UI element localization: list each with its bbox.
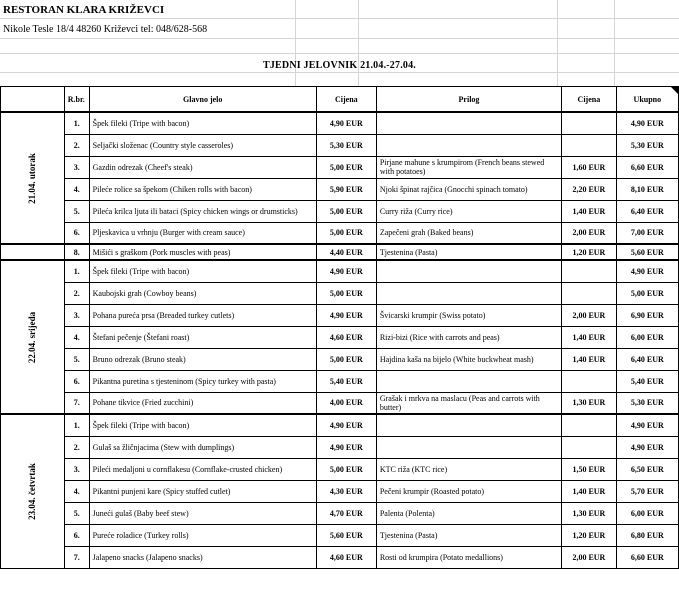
main-dish: Štefani pečenje (Štefani roast) xyxy=(89,326,316,348)
main-dish: Mišići s graškom (Pork muscles with peas) xyxy=(89,244,316,260)
total-price: 6,60 EUR xyxy=(616,546,678,568)
main-dish-price: 4,90 EUR xyxy=(316,260,376,282)
total-price: 5,00 EUR xyxy=(616,282,678,304)
side-dish-price: 1,20 EUR xyxy=(562,244,617,260)
side-dish-price: 1,20 EUR xyxy=(562,524,617,546)
total-price: 4,90 EUR xyxy=(616,414,678,436)
gridline xyxy=(614,0,615,86)
item-number: 5. xyxy=(64,348,89,370)
item-number: 1. xyxy=(64,260,89,282)
side-dish: Curry riža (Curry rice) xyxy=(376,200,561,222)
side-dish-column-header: Prilog xyxy=(376,87,561,113)
gridline xyxy=(0,38,679,39)
side-dish: Hajdina kaša na bijelo (White buckwheat mash) xyxy=(376,348,561,370)
main-dish-price: 4,30 EUR xyxy=(316,480,376,502)
item-number: 7. xyxy=(64,392,89,414)
side-dish-price xyxy=(562,112,617,134)
main-dish-price: 4,70 EUR xyxy=(316,502,376,524)
side-dish-price xyxy=(562,282,617,304)
side-dish: Pečeni krumpir (Roasted potato) xyxy=(376,480,561,502)
main-dish: Jalapeno snacks (Jalapeno snacks) xyxy=(89,546,316,568)
side-dish xyxy=(376,282,561,304)
gridline xyxy=(295,0,296,86)
item-number: 3. xyxy=(64,156,89,178)
main-dish: Špek fileki (Tripe with bacon) xyxy=(89,112,316,134)
menu-table xyxy=(0,86,679,569)
total-price: 7,00 EUR xyxy=(616,222,678,244)
restaurant-address: Nikole Tesle 18/4 48260 Križevci tel: 048/628-568 xyxy=(3,24,208,35)
table-row xyxy=(1,392,679,414)
day-cell xyxy=(1,112,65,244)
price-column-header: Cijena xyxy=(316,87,376,113)
table-row xyxy=(1,480,679,502)
side-dish-price: 1,40 EUR xyxy=(562,480,617,502)
total-price: 8,10 EUR xyxy=(616,178,678,200)
corner-marker xyxy=(671,87,678,94)
gridline xyxy=(0,53,679,54)
main-dish-price: 5,00 EUR xyxy=(316,282,376,304)
day-cell xyxy=(1,244,65,260)
table-row xyxy=(1,370,679,392)
item-number: 8. xyxy=(64,244,89,260)
total-price: 6,60 EUR xyxy=(616,156,678,178)
day-label: 22.04. srijeda xyxy=(26,311,37,363)
side-dish-price: 2,00 EUR xyxy=(562,222,617,244)
main-dish: Seljački složenac (Country style casseroles) xyxy=(89,134,316,156)
main-dish: Gazdin odrezak (Cheef's steak) xyxy=(89,156,316,178)
total-price: 5,60 EUR xyxy=(616,244,678,260)
side-dish-price: 1,40 EUR xyxy=(562,348,617,370)
gridline xyxy=(0,18,679,19)
side-dish: Palenta (Polenta) xyxy=(376,502,561,524)
main-dish: Špek fileki (Tripe with bacon) xyxy=(89,414,316,436)
main-dish: Pikantna puretina s tjesteninom (Spicy turkey with pasta) xyxy=(89,370,316,392)
side-dish: Pirjane mahune s krumpirom (French beans stewed with potatoes) xyxy=(376,156,561,178)
day-label: 23.04. četvrtak xyxy=(26,462,37,520)
table-row xyxy=(1,414,679,436)
main-dish-column-header: Glavno jelo xyxy=(89,87,316,113)
number-column-header: R.br. xyxy=(64,87,89,113)
gridline xyxy=(0,72,679,73)
total-price: 6,40 EUR xyxy=(616,348,678,370)
main-dish: Pileće rolice sa špekom (Chiken rolls with bacon) xyxy=(89,178,316,200)
main-dish: Pileći medaljoni u cornflakesu (Cornflake-crusted chicken) xyxy=(89,458,316,480)
main-dish-price: 4,40 EUR xyxy=(316,244,376,260)
item-number: 2. xyxy=(64,436,89,458)
item-number: 6. xyxy=(64,370,89,392)
main-dish: Pohana pureća prsa (Breaded turkey cutlets) xyxy=(89,304,316,326)
side-dish-price xyxy=(562,134,617,156)
side-dish xyxy=(376,134,561,156)
side-dish xyxy=(376,414,561,436)
side-dish xyxy=(376,112,561,134)
main-dish: Bruno odrezak (Bruno steak) xyxy=(89,348,316,370)
table-row xyxy=(1,546,679,568)
total-price: 5,30 EUR xyxy=(616,134,678,156)
day-label: 21.04. utorak xyxy=(26,152,37,204)
side-dish: Zapečeni grah (Baked beans) xyxy=(376,222,561,244)
main-dish: Pureće roladice (Turkey rolls) xyxy=(89,524,316,546)
day-cell xyxy=(1,260,65,414)
side-dish: KTC riža (KTC rice) xyxy=(376,458,561,480)
day-column-header xyxy=(1,87,65,113)
table-row xyxy=(1,260,679,282)
side-dish xyxy=(376,370,561,392)
main-dish-price: 4,00 EUR xyxy=(316,392,376,414)
total-price: 4,90 EUR xyxy=(616,260,678,282)
restaurant-name: RESTORAN KLARA KRIŽEVCI xyxy=(3,4,165,16)
item-number: 1. xyxy=(64,112,89,134)
table-row xyxy=(1,348,679,370)
main-dish: Juneći gulaš (Baby beef stew) xyxy=(89,502,316,524)
item-number: 6. xyxy=(64,222,89,244)
item-number: 6. xyxy=(64,524,89,546)
side-dish xyxy=(376,260,561,282)
item-number: 2. xyxy=(64,134,89,156)
main-dish-price: 5,00 EUR xyxy=(316,222,376,244)
gridline xyxy=(557,0,558,86)
main-dish-price: 4,60 EUR xyxy=(316,326,376,348)
total-price: 6,80 EUR xyxy=(616,524,678,546)
item-number: 5. xyxy=(64,502,89,524)
side-dish-price: 1,30 EUR xyxy=(562,502,617,524)
table-row xyxy=(1,282,679,304)
side-dish-price xyxy=(562,436,617,458)
total-price: 6,40 EUR xyxy=(616,200,678,222)
table-row xyxy=(1,178,679,200)
table-row xyxy=(1,524,679,546)
side-dish: Rosti od krumpira (Potato medallions) xyxy=(376,546,561,568)
item-number: 4. xyxy=(64,480,89,502)
total-price: 4,90 EUR xyxy=(616,112,678,134)
table-row xyxy=(1,326,679,348)
side-dish-price xyxy=(562,370,617,392)
table-row xyxy=(1,244,679,260)
table-row xyxy=(1,156,679,178)
side-dish-price xyxy=(562,260,617,282)
side-dish-price: 2,20 EUR xyxy=(562,178,617,200)
side-dish-price: 1,40 EUR xyxy=(562,200,617,222)
main-dish: Špek fileki (Tripe with bacon) xyxy=(89,260,316,282)
table-row xyxy=(1,200,679,222)
main-dish-price: 4,90 EUR xyxy=(316,414,376,436)
side-dish-price: 1,40 EUR xyxy=(562,326,617,348)
side-dish: Švicarski krumpir (Swiss potato) xyxy=(376,304,561,326)
main-dish-price: 5,30 EUR xyxy=(316,134,376,156)
main-dish-price: 5,00 EUR xyxy=(316,348,376,370)
item-number: 4. xyxy=(64,326,89,348)
main-dish: Pljeskavica u vrhnju (Burger with cream sauce) xyxy=(89,222,316,244)
table-row xyxy=(1,458,679,480)
side-dish-price: 2,00 EUR xyxy=(562,546,617,568)
side-dish: Njoki špinat rajčica (Gnocchi spinach tomato) xyxy=(376,178,561,200)
item-number: 3. xyxy=(64,304,89,326)
total-column-label: Ukupno xyxy=(633,94,662,104)
menu-title: TJEDNI JELOVNIK 21.04.-27.04. xyxy=(262,60,417,71)
side-dish-price: 1,30 EUR xyxy=(562,392,617,414)
side-dish: Grašak i mrkva na maslacu (Peas and carrots with butter) xyxy=(376,392,561,414)
main-dish: Pohane tikvice (Fried zucchini) xyxy=(89,392,316,414)
total-price: 6,00 EUR xyxy=(616,502,678,524)
item-number: 3. xyxy=(64,458,89,480)
total-price: 6,90 EUR xyxy=(616,304,678,326)
main-dish-price: 5,40 EUR xyxy=(316,370,376,392)
table-row xyxy=(1,222,679,244)
side-price-column-header: Cijena xyxy=(562,87,617,113)
table-row xyxy=(1,502,679,524)
main-dish-price: 4,90 EUR xyxy=(316,436,376,458)
main-dish-price: 5,00 EUR xyxy=(316,458,376,480)
item-number: 7. xyxy=(64,546,89,568)
main-dish-price: 4,90 EUR xyxy=(316,112,376,134)
main-dish-price: 5,90 EUR xyxy=(316,178,376,200)
day-cell xyxy=(1,414,65,568)
side-dish xyxy=(376,436,561,458)
main-dish: Gulaš sa žličnjacima (Stew with dumplings) xyxy=(89,436,316,458)
total-price: 5,70 EUR xyxy=(616,480,678,502)
side-dish: Tjestenina (Pasta) xyxy=(376,524,561,546)
table-row xyxy=(1,134,679,156)
item-number: 1. xyxy=(64,414,89,436)
gridline xyxy=(358,0,359,86)
total-price: 6,50 EUR xyxy=(616,458,678,480)
total-price: 5,30 EUR xyxy=(616,392,678,414)
main-dish-price: 5,60 EUR xyxy=(316,524,376,546)
table-row xyxy=(1,112,679,134)
main-dish: Kaubojski grah (Cowboy beans) xyxy=(89,282,316,304)
total-price: 5,40 EUR xyxy=(616,370,678,392)
main-dish-price: 4,60 EUR xyxy=(316,546,376,568)
table-row xyxy=(1,436,679,458)
main-dish: Pileća krilca ljuta ili bataci (Spicy chicken wings or drumsticks) xyxy=(89,200,316,222)
main-dish-price: 4,90 EUR xyxy=(316,304,376,326)
side-dish: Tjestenina (Pasta) xyxy=(376,244,561,260)
main-dish-price: 5,00 EUR xyxy=(316,156,376,178)
table-header-row xyxy=(1,87,679,113)
total-price: 6,00 EUR xyxy=(616,326,678,348)
side-dish-price: 1,50 EUR xyxy=(562,458,617,480)
item-number: 5. xyxy=(64,200,89,222)
main-dish-price: 5,00 EUR xyxy=(316,200,376,222)
total-column-header xyxy=(616,87,678,113)
item-number: 4. xyxy=(64,178,89,200)
side-dish: Rizi-bizi (Rice with carrots and peas) xyxy=(376,326,561,348)
side-dish-price: 2,00 EUR xyxy=(562,304,617,326)
side-dish-price xyxy=(562,414,617,436)
main-dish: Pikantni punjeni kare (Spicy stuffed cutlet) xyxy=(89,480,316,502)
side-dish-price: 1,60 EUR xyxy=(562,156,617,178)
total-price: 4,90 EUR xyxy=(616,436,678,458)
table-row xyxy=(1,304,679,326)
item-number: 2. xyxy=(64,282,89,304)
menu-rows xyxy=(1,112,679,568)
